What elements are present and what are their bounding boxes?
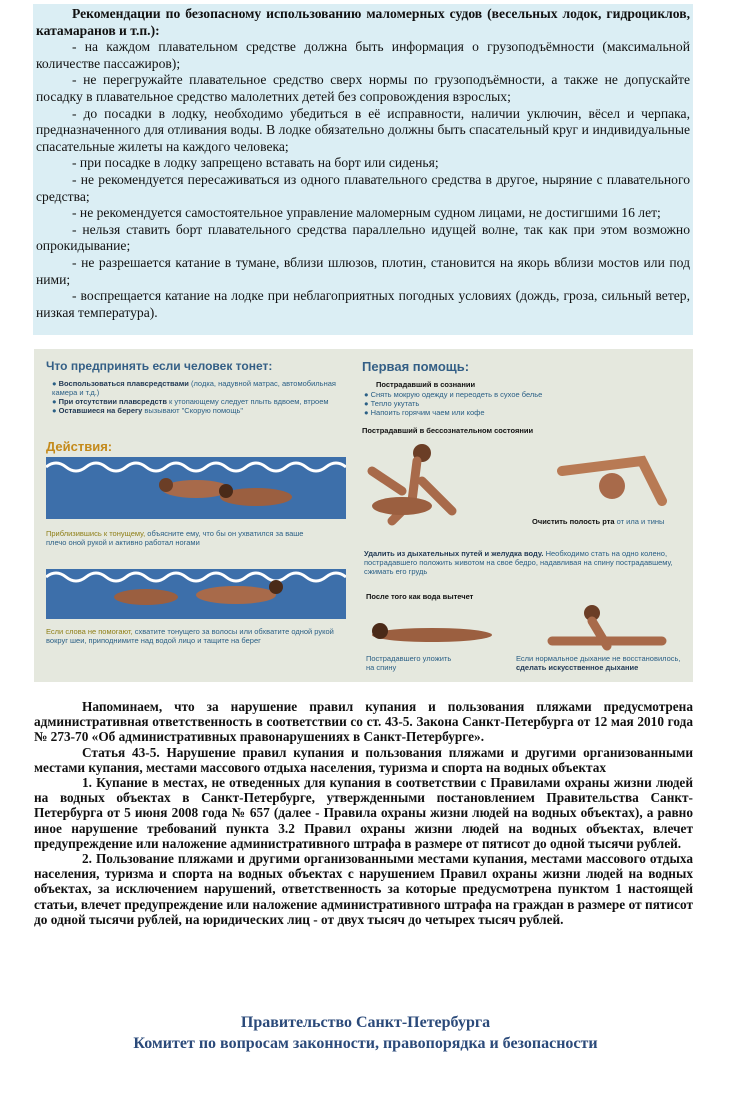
law-paragraph: 2. Пользование пляжами и другими организованными местами купания, местами массового отдыха населения, туризма и спорта на водных объектах с нарушением Правил охраны жизни людей на водных объектах, за исключением нарушений, ответственность за которые предусмотрена пунктом 1 настоящей статьи, влечет предупреждение или наложение административного штрафа на граждан в размере от пятисот до одной тысячи рублей, на юридических лиц - от двух тысяч до четырех тысяч рублей. [34, 851, 693, 927]
rescue-illustration [46, 569, 346, 619]
action-1-text: Приблизившись к тонущему, объясните ему, что бы он ухватился за ваше плечо оной рукой и активно работал ногами [46, 529, 304, 547]
conscious-item: ● Снять мокрую одежду и переодеть в сухое белье [364, 390, 543, 399]
bullet-item: ● При отсутствии плавсредств к утопающему следует плыть вдвоем, втроем [52, 397, 329, 406]
after-water-text: После того как вода вытечет [366, 592, 474, 601]
rule-item: - не рекомендуется пересаживаться из одного плавательного средства в другое, ныряние с плавательного средства; [36, 171, 690, 204]
rule-item: - нельзя ставить борт плавательного средства параллельно идущей волне, так как при этом возможно опрокидывание; [36, 221, 690, 254]
law-paragraph: 1. Купание в местах, не отведенных для купания в соответствии с Правилами охраны жизни людей на водных объектах в Санкт-Петербурге, утвержденными постановлением Правительства Санкт-Петербурга от 5 июня 2008 года № 657 (далее - Правила охраны жизни людей на водных объектах), а равно иное нарушение требований пункта 3.2 Правил охраны жизни людей на водных объектах, влечет предупреждение или наложение административного штрафа в размере от пятисот до одной тысячи рублей. [34, 775, 693, 851]
rules-heading: Рекомендации по безопасному использованию маломерных судов (весельных лодок, гидроциклов, катамаранов и т.п.): [36, 6, 690, 38]
rule-item: - при посадке в лодку запрещено вставать на борт или сиденья; [72, 155, 439, 171]
rules-box [33, 4, 693, 335]
signature-committee: Комитет по вопросам законности, правопорядка и безопасности [133, 1035, 598, 1052]
actions-title: Действия: [46, 439, 113, 454]
poster-left-bullets [52, 379, 342, 415]
law-paragraph: Статья 43-5. Нарушение правил купания и пользования пляжами и другими организованными местами купания, местами массового отдыха населения, туризма и спорта на водных объектах [34, 744, 693, 775]
remove-water-text: Удалить из дыхательных путей и желудка воду. Необходимо стать на одно колено, пострадавшего положить животом на свое бедро, надавливая на спину пострадавшему, сжимать его грудь [364, 549, 673, 576]
law-paragraph: Напоминаем, что за нарушение правил купания и пользования пляжами предусмотрена административная ответственность в соответствии со ст. 43-5. Закона Санкт-Петербурга от 12 мая 2010 года № 273-70 «Об административных правонарушениях в Санкт-Петербурге». [34, 699, 693, 745]
conscious-list [364, 390, 604, 417]
poster-left-title: Что предпринять если человек тонет: [46, 359, 273, 373]
bullet-item: ● Воспользоваться плавсредствами (лодка, надувной матрас, автомобильная камера и т.д.) [52, 379, 336, 397]
rule-item: - воспрещается катание на лодке при неблагоприятных погодных условиях (дождь, гроза, сильный ветер, низкая температура). [36, 288, 690, 320]
cpr-text: Если нормальное дыхание не восстановилось, сделать искусственное дыхание [516, 654, 681, 672]
swimmers-illustration [46, 457, 346, 519]
first-aid-illustration-1 [362, 441, 682, 541]
first-aid-illustration-2 [362, 601, 682, 651]
bullet-item: ● Оставшиеся на берегу вызывают "Скорую помощь" [52, 406, 244, 415]
water-illustration-1 [46, 457, 346, 519]
signature-government: Правительство Санкт-Петербурга [240, 1014, 491, 1031]
drowning-help-poster [34, 349, 693, 682]
law-section [34, 699, 693, 927]
rule-item: - не разрешается катание в тумане, вблизи шлюзов, плотин, становится на якорь вблизи мостов или под ними; [36, 254, 690, 287]
conscious-title: Пострадавший в сознании [376, 380, 476, 389]
rule-item: - до посадки в лодку, необходимо убедиться в её исправности, наличии уключин, вёсел и черпака, предназначенного для отливания воды. В лодке обязательно должны быть спасательный круг и индивидуальные спасательные жилеты на каждого человека; [36, 105, 690, 154]
clean-mouth-text: Очистить полость рта от ила и тины [532, 517, 665, 526]
poster-right-title: Первая помощь: [362, 359, 470, 374]
conscious-item: ● Напоить горячим чаем или кофе [364, 408, 485, 417]
action-2-text: Если слова не помогают, схватите тонущего за волосы или обхватите одной рукой вокруг шеи, приподнимите над водой лицо и тащите на берег [46, 627, 334, 645]
rule-item: - на каждом плавательном средстве должна быть информация о грузоподъёмности (максимальной количестве пассажиров); [36, 39, 690, 71]
unconscious-title: Пострадавший в бессознательном состоянии [362, 426, 534, 435]
rule-item: - не перегружайте плавательное средство сверх нормы по грузоподъёмности, а также не допускайте посадку в плавательное средство малолетних детей без сопровождения взрослых; [36, 72, 690, 104]
rule-item: - не рекомендуется самостоятельное управление маломерным судном лицами, не достигшими 16 лет; [72, 205, 661, 221]
lay-back-text: Пострадавшего уложить на спину [366, 654, 452, 672]
conscious-item: ● Тепло укутать [364, 399, 420, 408]
water-illustration-2 [46, 569, 346, 619]
